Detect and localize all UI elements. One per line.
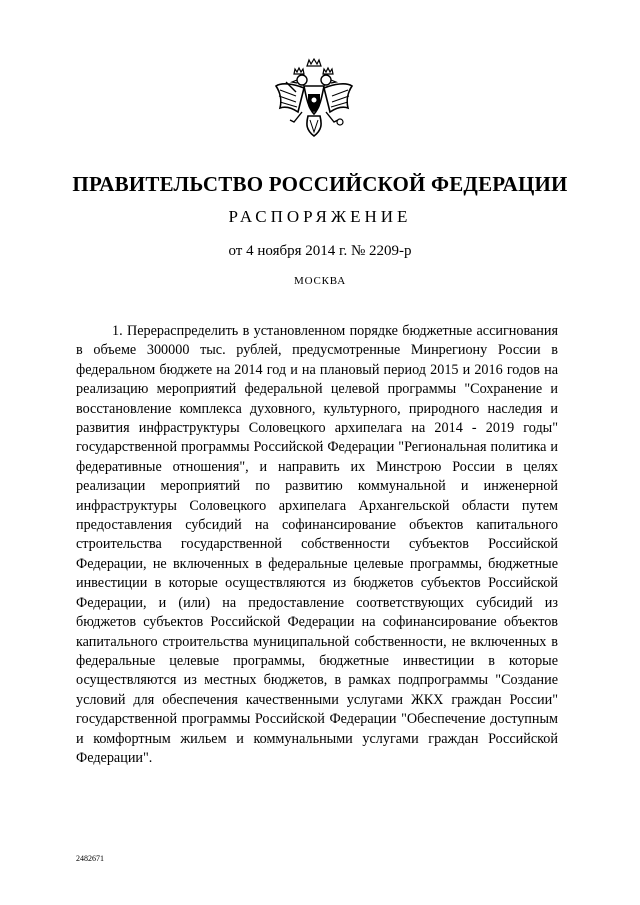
document-type: РАСПОРЯЖЕНИЕ: [228, 207, 412, 226]
government-title: ПРАВИТЕЛЬСТВО РОССИЙСКОЙ ФЕДЕРАЦИИ: [72, 172, 568, 196]
date-and-number: от 4 ноября 2014 г. № 2209-р: [228, 243, 412, 259]
city-label: МОСКВА: [294, 275, 346, 287]
document-id: 2482671: [76, 854, 104, 863]
coat-of-arms-emblem: [272, 56, 356, 144]
body-paragraph: 1. Перераспределить в установленном порядке бюджетные ассигнования в объеме 300000 тыс. рублей, предусмотренные Минрегиону России в федеральном бюджете на 2014 год и на плановый период 2015 и 2016 годов на реализацию мероприятий федеральной целевой программы "Сохранение и восстановление комплекса духовного, культурного, природного наследия и развития инфраструктуры Соловецкого архипелага на 2014 - 2019 годы" государственной программы Российской Федерации "Региональная политика и федеративные отношения", и направить их Минстрою России в целях реализации мероприятий по развитию коммунальной и инженерной инфраструктуры Соловецкого архипелага Архангельской области путем предоставления субсидий на софинансирование объектов капитального строительства государственной собственности субъектов Российской Федерации, не включенных в федеральные целевые программы, бюджетные инвестиции в которые осуществляются из бюджетов субъектов Российской Федерации, и (или) на предоставление соответствующих субсидий из бюджетов субъектов Российской Федерации на софинансирование объектов капитального строительства муниципальной собственности, не включенных в федеральные целевые программы, бюджетные инвестиции в которые осуществляются из местных бюджетов, в рамках подпрограммы "Создание условий для обеспечения качественными услугами ЖКХ граждан России" государственной программы Российской Федерации "Обеспечение доступным и комфортным жильем и коммунальными услугами граждан Российской Федерации".: [76, 323, 558, 766]
